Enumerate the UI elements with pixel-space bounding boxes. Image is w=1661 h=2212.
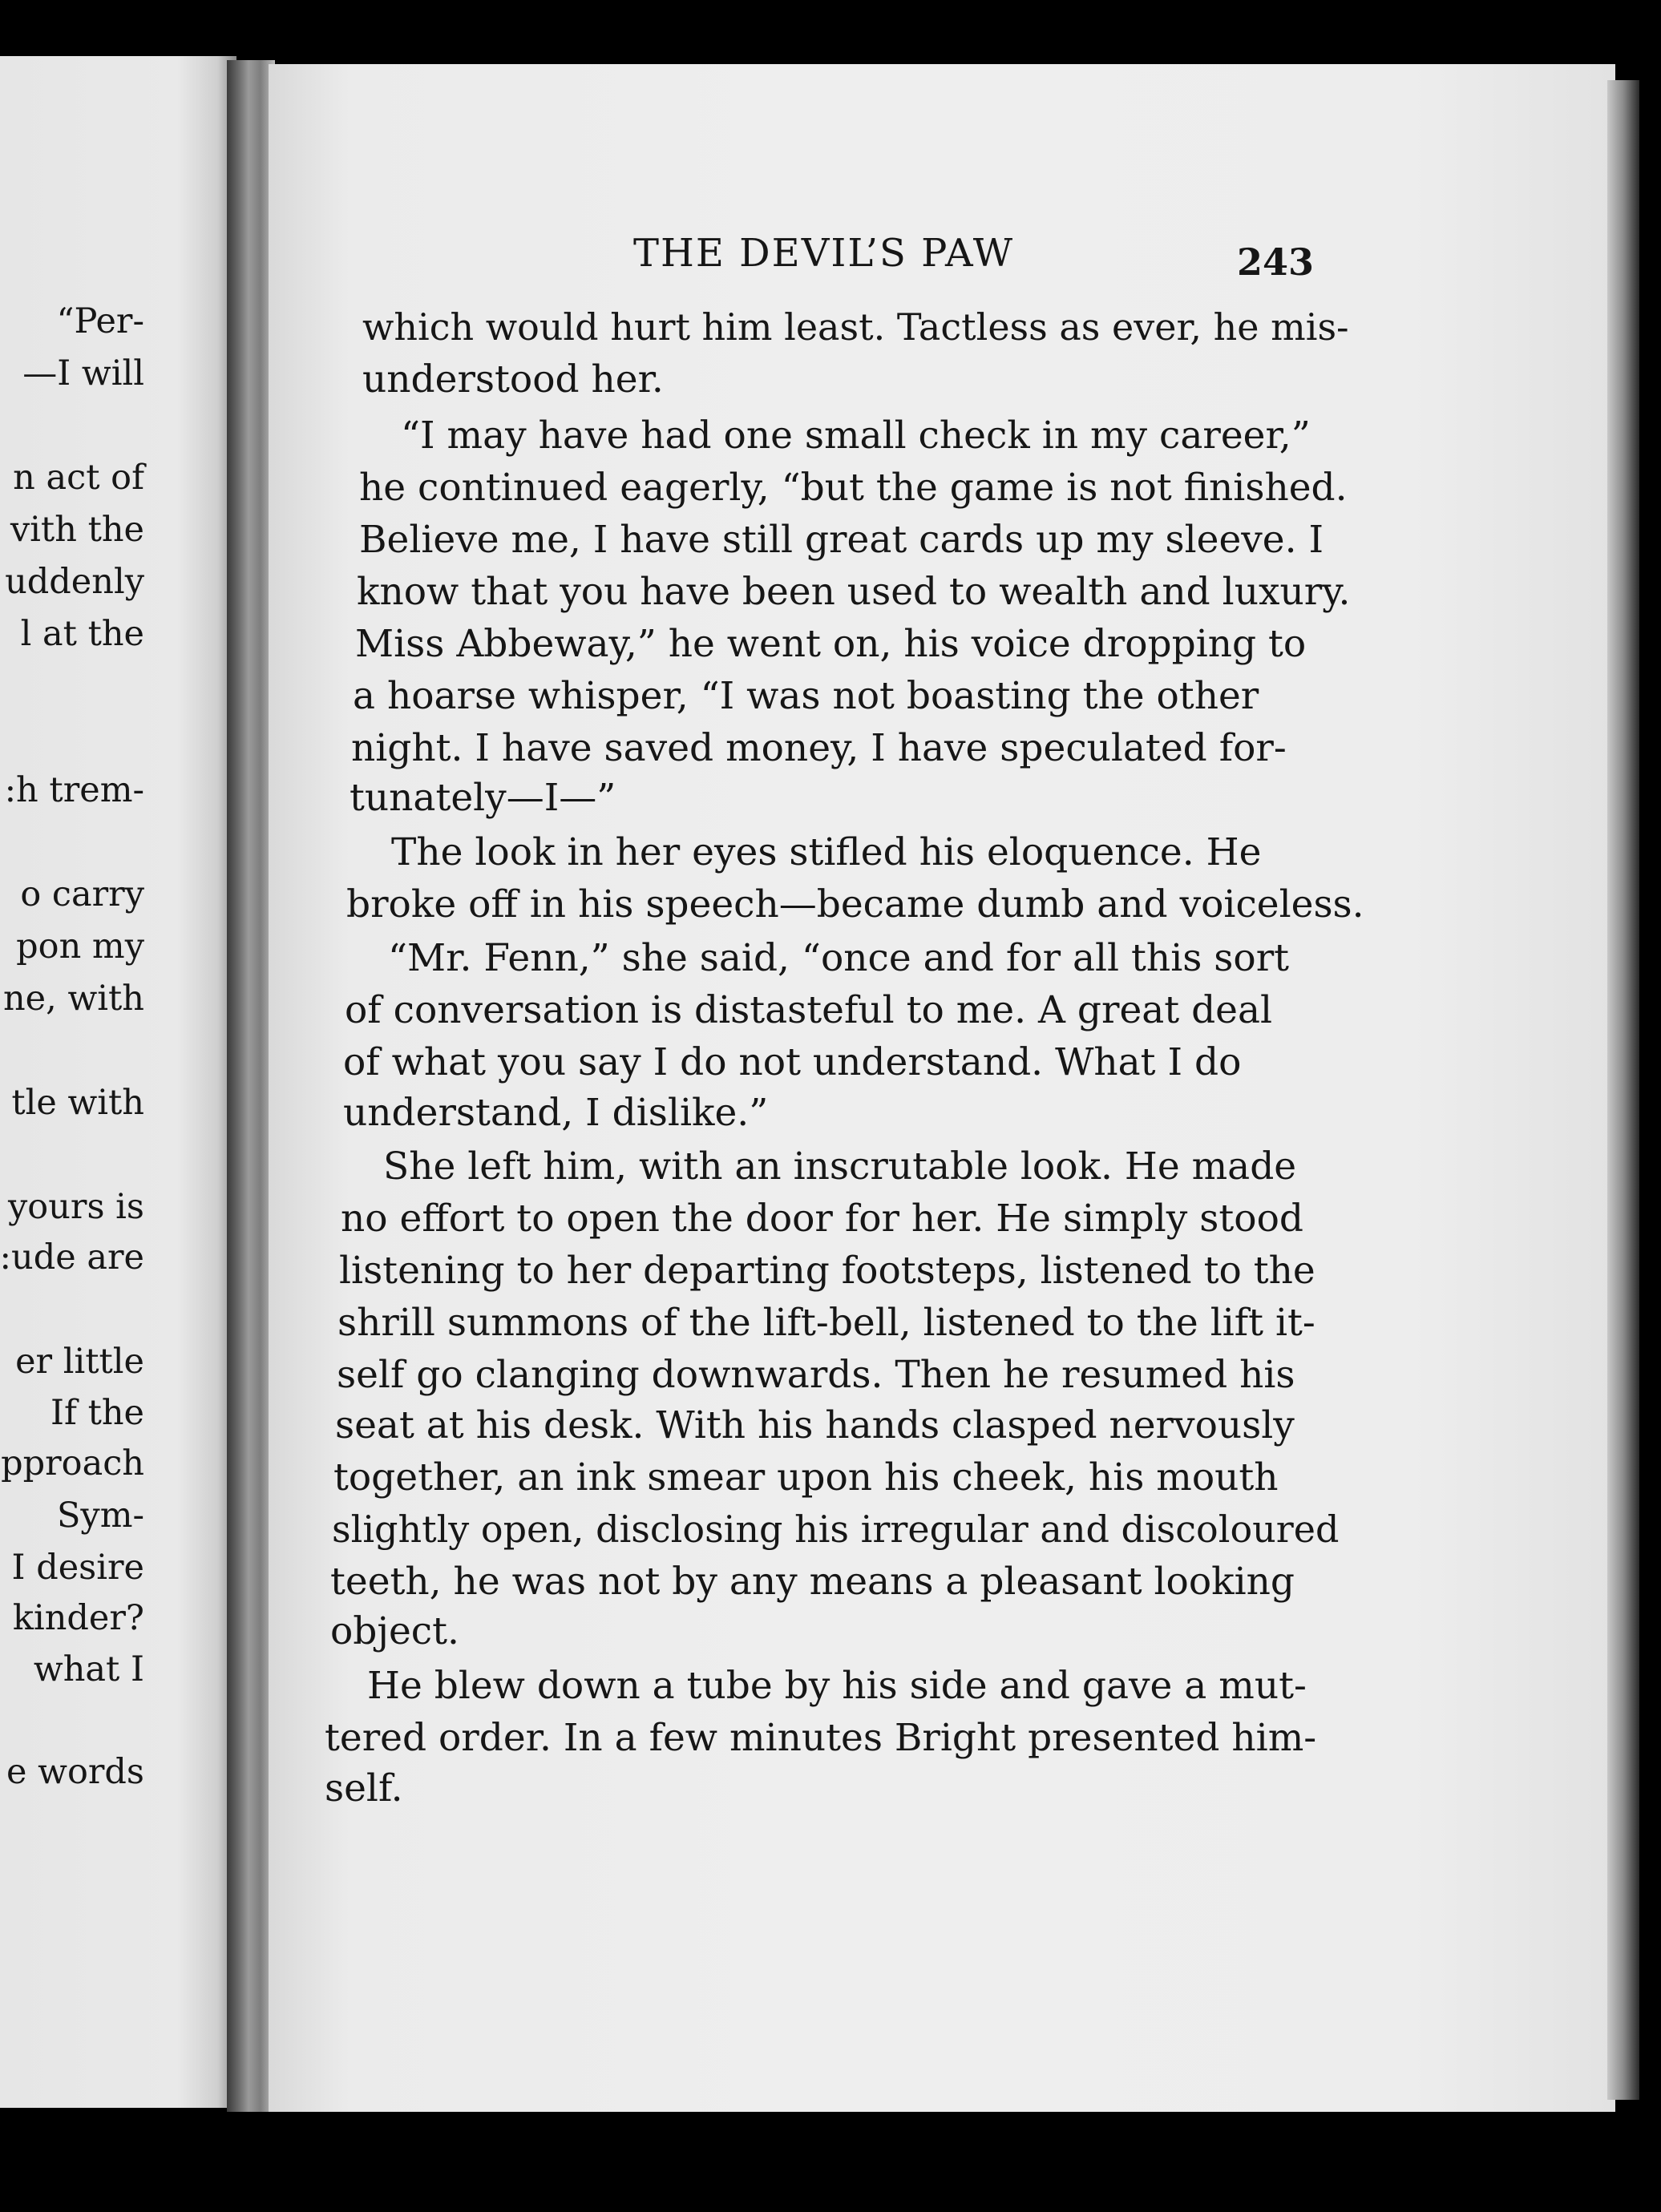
left-page-line: e words [6, 1752, 144, 1792]
text-line: seat at his desk. With his hands clasped nervously [335, 1403, 1295, 1447]
left-page-line: If the [51, 1393, 144, 1433]
left-page-line: kinder? [12, 1598, 144, 1638]
text-line: He blew down a tube by his side and gave a mut- [367, 1664, 1307, 1708]
text-line: slightly open, disclosing his irregular and discoloured [332, 1508, 1340, 1551]
left-facing-page [0, 56, 236, 2108]
text-line: night. I have saved money, I have speculated for- [351, 726, 1287, 770]
text-line: listening to her departing footsteps, listened to the [339, 1249, 1315, 1293]
text-line: tered order. In a few minutes Bright presented him- [325, 1716, 1317, 1760]
left-page-line: uddenly [5, 562, 144, 602]
text-line: a hoarse whisper, “I was not boasting the other [353, 674, 1259, 718]
page-edge [1607, 80, 1639, 2100]
book-gutter [227, 60, 275, 2112]
left-page-line: l at the [20, 614, 144, 654]
text-line: understand, I dislike.” [343, 1091, 769, 1135]
text-line: tunately—I—” [350, 776, 616, 820]
text-line: “I may have had one small check in my career,” [401, 414, 1311, 458]
text-line: which would hurt him least. Tactless as ever, he mis- [362, 305, 1349, 349]
text-line: self. [325, 1766, 403, 1810]
left-page-line: n act of [13, 458, 144, 498]
text-line: together, an ink smear upon his cheek, his mouth [333, 1455, 1279, 1500]
text-line: self go clanging downwards. Then he resumed his [337, 1353, 1295, 1397]
left-page-line: pproach [1, 1443, 144, 1483]
text-line: Believe me, I have still great cards up my sleeve. I [359, 518, 1324, 562]
left-page-line: I desire [11, 1548, 144, 1588]
text-line: object. [330, 1609, 459, 1653]
text-line: shrill summons of the lift-bell, listened to the lift it- [337, 1301, 1315, 1345]
text-line: of what you say I do not understand. What I do [343, 1040, 1242, 1084]
left-page-line: “Per- [56, 301, 144, 341]
text-line: teeth, he was not by any means a pleasant looking [330, 1560, 1295, 1604]
text-line: “Mr. Fenn,” she said, “once and for all this sort [388, 936, 1290, 980]
left-page-line: tle with [11, 1083, 144, 1123]
running-head: THE DEVIL’S PAW [633, 231, 1015, 276]
left-page-line: Sym- [56, 1496, 144, 1536]
left-page-line: :h trem- [4, 770, 144, 810]
left-page-line: er little [15, 1342, 144, 1382]
text-line: he continued eagerly, “but the game is not finished. [359, 466, 1348, 510]
text-line: Miss Abbeway,” he went on, his voice dropping to [355, 622, 1307, 666]
page-number: 243 [1237, 240, 1315, 284]
text-line: of conversation is distasteful to me. A great deal [345, 988, 1273, 1032]
text-line: understood her. [362, 357, 664, 402]
left-page-line: o carry [20, 874, 144, 914]
text-line: broke off in his speech—became dumb and voiceless. [346, 882, 1364, 926]
left-page-line: pon my [16, 926, 144, 967]
left-page-line: ne, with [2, 979, 144, 1019]
left-page-line: vith the [10, 510, 144, 550]
left-page-line: —I will [22, 353, 144, 394]
text-line: no effort to open the door for her. He simply stood [341, 1197, 1303, 1241]
text-line: The look in her eyes stifled his eloquence. He [391, 830, 1262, 874]
left-page-line: :ude are [0, 1237, 144, 1278]
text-line: know that you have been used to wealth and luxury. [357, 570, 1351, 614]
left-page-line: yours is [8, 1187, 144, 1227]
text-line: She left him, with an inscrutable look. He made [383, 1144, 1297, 1189]
left-page-line: what I [33, 1649, 144, 1689]
